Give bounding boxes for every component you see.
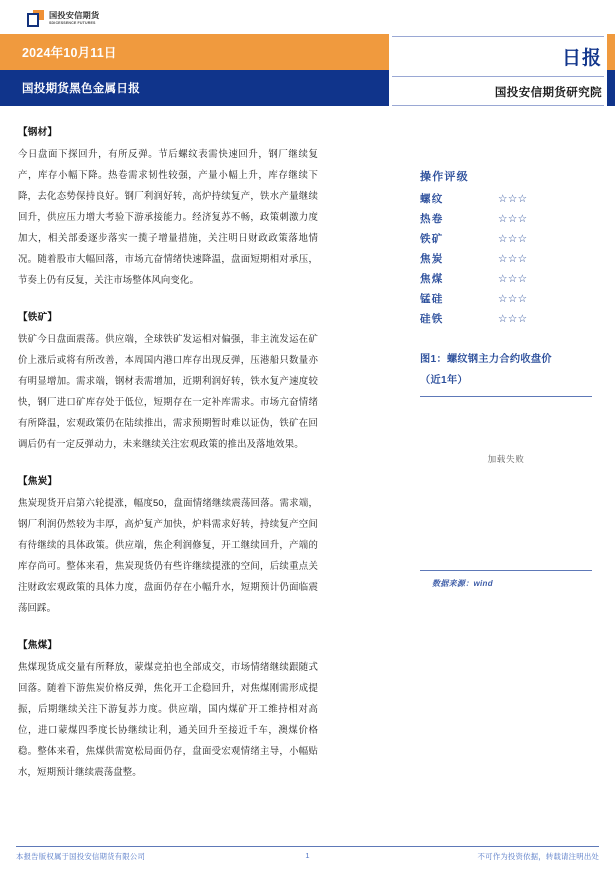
section-body: 今日盘面下探回升，有所反弹。节后螺纹表需快速回升，钢厂继续复产，库存小幅下降。热卷需求韧性较强，产量小幅上升，库存继续下降，去化态势保持良好。钢厂利润好转，高炉持续复产，铁水产量继续回升，供应压力增大考验下游承接能力。经济复苏不畅，政策刺激力度加大，相关部委逐步落实一揽子增量措施，关注明日财政政策落地情况。随着股市大幅回落，市场亢奋情绪快速降温，盘面短期相对承压，节奏上仍有反复，关注市场整体风向变化。 <box>18 148 318 285</box>
section-iron-ore <box>18 307 318 454</box>
commentary-column <box>18 122 318 799</box>
rating-name: 铁矿 <box>420 233 444 245</box>
section-title: 【铁矿】 <box>18 312 58 323</box>
section-coke <box>18 471 318 618</box>
rating-row-coking-coal <box>420 269 600 289</box>
rating-row-ferrosilicon <box>420 309 600 329</box>
banner-right <box>392 34 604 106</box>
section-title: 【焦煤】 <box>18 640 58 651</box>
figure-source: 数据来源：wind <box>432 579 493 588</box>
footer-disclaimer: 不可作为投资依据，转载请注明出处 <box>477 852 599 861</box>
ratings-table <box>395 166 600 329</box>
figure-block <box>395 349 600 589</box>
figure-chart-area <box>420 396 592 571</box>
report-type: 日报 <box>561 48 602 69</box>
banner-orange-cap <box>607 34 615 70</box>
star-rating-icon: ☆☆☆ <box>498 233 528 245</box>
section-body: 焦煤现货成交量有所释放，蒙煤竞拍也全部成交，市场情绪继续跟随式回落。随着下游焦炭价格反弹，焦化开工企稳回升，对焦煤刚需形成提振，后期继续关注下游复苏力度。供应端，国内煤矿开工维持相对高位，进口蒙煤四季度长协继续让利，通关回升至接近千车，澳煤价格稳。整体来看，焦煤供需宽松局面仍存，盘面受宏观情绪主导，小幅贴水，短期预计继续震荡盘整。 <box>18 661 318 777</box>
rating-name: 硅铁 <box>420 313 444 325</box>
page-title: 国投期货黑色金属日报 <box>22 83 140 95</box>
star-rating-icon: ☆☆☆ <box>498 193 528 205</box>
star-rating-icon: ☆☆☆ <box>498 313 528 325</box>
rating-name: 热卷 <box>420 213 444 225</box>
star-rating-icon: ☆☆☆ <box>498 213 528 225</box>
logo-name-cn: 国投安信期货 <box>49 10 100 20</box>
rating-name: 锰硅 <box>420 293 444 305</box>
ratings-title: 操作评级 <box>420 171 469 183</box>
star-rating-icon: ☆☆☆ <box>498 293 528 305</box>
logo-mark-icon <box>27 10 44 27</box>
page-footer <box>16 846 599 862</box>
sidebar-column <box>395 112 600 589</box>
rating-name: 焦炭 <box>420 253 444 265</box>
chart-load-failed-message: 加载失败 <box>487 454 525 464</box>
rating-row-iron-ore <box>420 229 600 249</box>
footer-page-number: 1 <box>305 851 310 860</box>
figure-caption-line1: 图1：螺纹钢主力合约收盘价 <box>420 354 552 365</box>
rating-row-coke <box>420 249 600 269</box>
rating-row-silicon-manganese <box>420 289 600 309</box>
logo-text <box>49 12 99 25</box>
institute-name: 国投安信期货研究院 <box>494 87 602 99</box>
section-title: 【钢材】 <box>18 127 58 138</box>
section-coking-coal <box>18 635 318 782</box>
rating-name: 螺纹 <box>420 193 444 205</box>
title-banner <box>0 34 615 106</box>
section-body: 焦炭现货开启第六轮提涨，幅度50，盘面情绪继续震荡回落。需求端，钢厂利润仍然较为丰厚，高炉复产加快，炉料需求好转，持续复产空间有待继续的具体政策。供应端，焦企利润修复，开工继续回升，产端的库存尚可。整体来看，焦炭现货仍有些许继续提涨的空间，后续重点关注财政宏观政策的具体力度，盘面仍存在小幅升水，短期预计仍面临震荡回踩。 <box>18 497 318 613</box>
content-area <box>0 112 615 812</box>
title-band <box>0 70 389 106</box>
company-logo <box>27 10 99 27</box>
report-date: 2024年10月11日 <box>22 46 117 60</box>
star-rating-icon: ☆☆☆ <box>498 253 528 265</box>
footer-copyright: 本报告版权属于国投安信期货有限公司 <box>16 852 146 861</box>
logo-name-en: SDICESSENCE FUTURES <box>49 20 96 25</box>
rating-name: 焦煤 <box>420 273 444 285</box>
logo-bar <box>0 0 615 34</box>
report-type-row <box>392 36 604 76</box>
banner-navy-cap <box>607 70 615 106</box>
section-body: 铁矿今日盘面震荡。供应端，全球铁矿发运相对偏强，非主流发运在矿价上涨后或将有所改善，本周国内港口库存出现反弹，压港船只数量亦有明显增加。需求端，钢材表需增加，近期利润好转，铁水复产速度较快，钢厂进口矿库存处于低位，短期存在一定补库需求。市场亢奋情绪有所降温，宏观政策仍在陆续推出，需求预期暂时难以证伪，铁矿在回调后仍有一定反弹动力，未来继续关注宏观政策的推出及落地效果。 <box>18 333 318 449</box>
rating-row-hot-rolled <box>420 209 600 229</box>
star-rating-icon: ☆☆☆ <box>498 273 528 285</box>
institute-row <box>392 76 604 106</box>
banner-left <box>0 34 389 106</box>
figure-caption-line2: （近1年） <box>420 375 468 386</box>
date-band <box>0 34 389 70</box>
section-title: 【焦炭】 <box>18 476 58 487</box>
rating-row-rebar <box>420 189 600 209</box>
section-steel <box>18 122 318 290</box>
